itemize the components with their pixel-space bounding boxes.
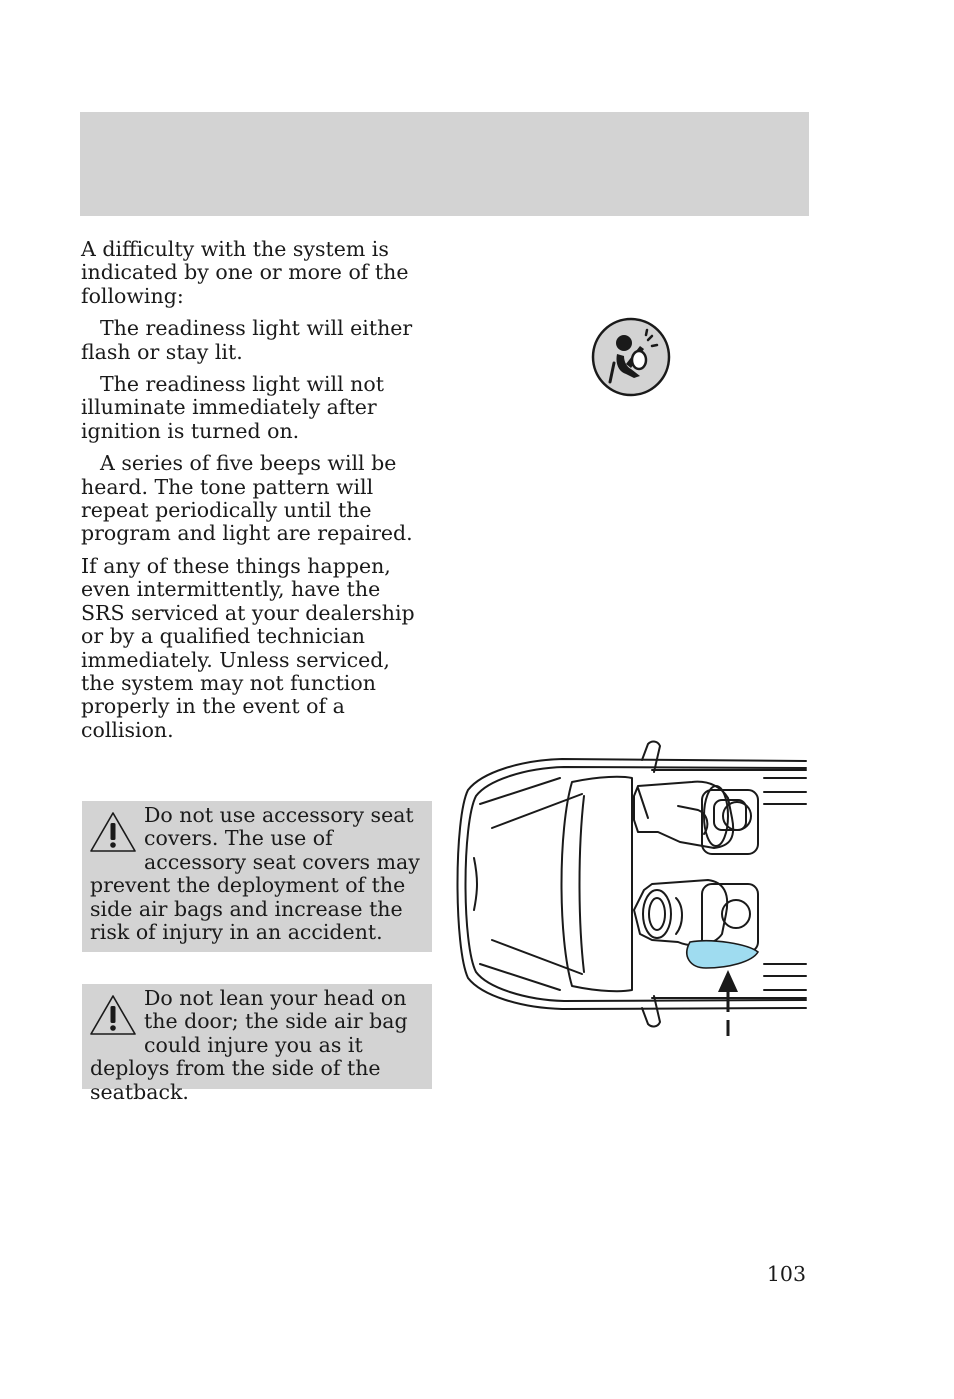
warning-triangle-icon <box>88 993 138 1037</box>
warning-triangle-icon <box>88 810 138 854</box>
side-airbag-location-diagram <box>452 738 808 1040</box>
paragraph-flash: The readiness light will either flash or stay lit. <box>81 316 413 364</box>
body-text <box>81 238 426 751</box>
paragraph-intro: A difficulty with the system is indicated by one or more of the following: <box>81 237 409 308</box>
warning-text: Do not lean your head on the door; the side air bag could injure you as it deploys from the side of the seatback. <box>90 986 408 1104</box>
airbag-indicator-icon <box>590 316 672 398</box>
warning-box-lean-head <box>82 984 432 1104</box>
header-band <box>80 112 809 216</box>
warning-box-seat-covers <box>82 801 432 952</box>
paragraph-beeps: A series of five beeps will be heard. The tone pattern will repeat periodically until the program and light are repaired. <box>81 451 413 546</box>
paragraph-service: If any of these things happen, even intermittently, have the SRS serviced at your dealership or by a qualified technician immediately. Unless serviced, the system may not function properly in the event of a collision. <box>81 553 415 742</box>
warning-text: Do not use accessory seat covers. The use of accessory seat covers may prevent the deployment of the side air bags and increase the risk of injury in an accident. <box>90 803 420 945</box>
page-number: 103 <box>766 1262 806 1286</box>
paragraph-not-illuminate: The readiness light will not illuminate immediately after ignition is turned on. <box>81 372 384 443</box>
